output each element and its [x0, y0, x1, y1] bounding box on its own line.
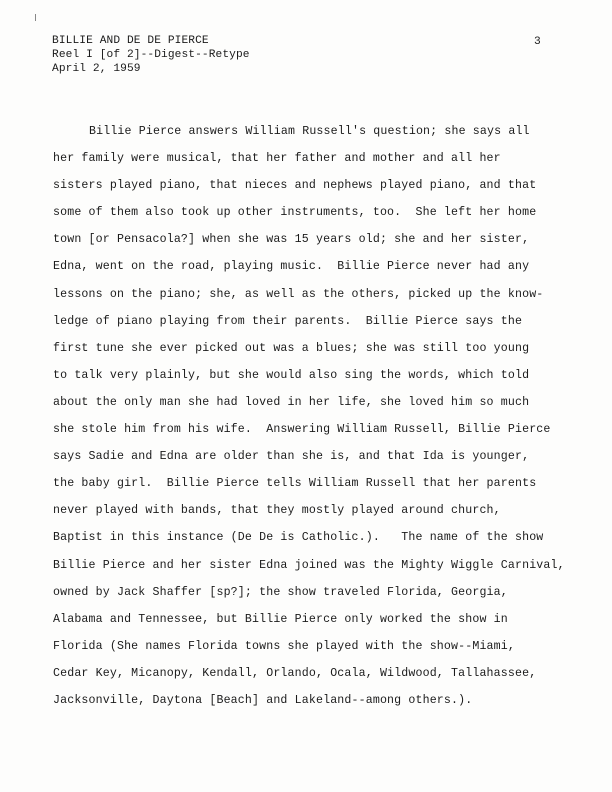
text-line: about the only man she had loved in her life, she loved him so much: [53, 395, 530, 409]
scan-mark: [35, 14, 36, 21]
text-line: says Sadie and Edna are older than she is, and that Ida is younger,: [53, 450, 530, 464]
body-paragraph: [53, 118, 565, 714]
reel-info: Reel I [of 2]--Digest--Retype: [52, 49, 250, 61]
text-line: she stole him from his wife. Answering William Russell, Billie Pierce: [53, 423, 551, 437]
text-line: the baby girl. Billie Pierce tells William Russell that her parents: [53, 477, 537, 491]
text-line: owned by Jack Shaffer [sp?]; the show traveled Florida, Georgia,: [53, 585, 508, 599]
document-title: BILLIE AND DE DE PIERCE: [52, 35, 209, 47]
text-line: Cedar Key, Micanopy, Kendall, Orlando, Ocala, Wildwood, Tallahassee,: [53, 666, 537, 680]
text-line: Jacksonville, Daytona [Beach] and Lakeland--among others.).: [53, 693, 473, 707]
text-line: ledge of piano playing from their parents. Billie Pierce says the: [53, 314, 523, 328]
text-line: sisters played piano, that nieces and nephews played piano, and that: [53, 179, 537, 193]
text-line: Billie Pierce and her sister Edna joined was the Mighty Wiggle Carnival,: [53, 558, 565, 572]
document-date: April 2, 1959: [52, 63, 141, 75]
text-line: Alabama and Tennessee, but Billie Pierce only worked the show in: [53, 612, 508, 626]
text-line: some of them also took up other instruments, too. She left her home: [53, 206, 537, 220]
text-line: her family were musical, that her father and mother and all her: [53, 152, 501, 166]
text-line: Florida (She names Florida towns she played with the show--Miami,: [53, 639, 515, 653]
text-line: first tune she ever picked out was a blues; she was still too young: [53, 341, 530, 355]
text-line: Baptist in this instance (De De is Catholic.). The name of the show: [53, 531, 544, 545]
text-line: Billie Pierce answers William Russell's question; she says all: [89, 125, 530, 138]
text-line: lessons on the piano; she, as well as the others, picked up the know-: [53, 287, 544, 301]
document-header: [52, 34, 250, 76]
text-line: town [or Pensacola?] when she was 15 years old; she and her sister,: [53, 233, 530, 247]
text-line: Edna, went on the road, playing music. Billie Pierce never had any: [53, 260, 530, 274]
page-number: 3: [534, 36, 541, 48]
text-line: never played with bands, that they mostly played around church,: [53, 504, 501, 518]
text-line: to talk very plainly, but she would also sing the words, which told: [53, 368, 530, 382]
